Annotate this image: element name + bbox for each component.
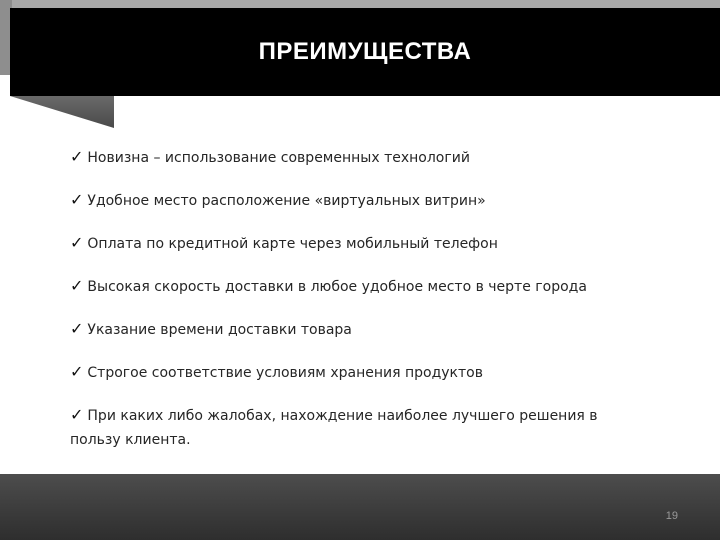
checkmark-icon: ✓ <box>70 276 84 295</box>
page-number: 19 <box>665 510 678 522</box>
checkmark-icon: ✓ <box>70 319 84 338</box>
list-item <box>70 231 670 256</box>
list-item-text: При каких либо жалобах, нахождение наиболее лучшего решения в пользу клиента. <box>70 408 598 448</box>
list-item <box>70 403 615 452</box>
list-item-text: Новизна – использование современных технологий <box>87 150 470 166</box>
list-item <box>70 145 670 170</box>
list-item <box>70 360 670 385</box>
list-item <box>70 274 670 299</box>
list-item-text: Строгое соответствие условиям хранения продуктов <box>87 365 483 381</box>
footer-band <box>0 474 720 540</box>
checkmark-icon: ✓ <box>70 362 84 381</box>
list-item-text: Высокая скорость доставки в любое удобное место в черте города <box>87 279 587 295</box>
checkmark-icon: ✓ <box>70 190 84 209</box>
list-item-text: Удобное место расположение «виртуальных витрин» <box>87 193 486 209</box>
checkmark-icon: ✓ <box>70 147 84 166</box>
list-item-text: Оплата по кредитной карте через мобильный телефон <box>87 236 498 252</box>
checkmark-icon: ✓ <box>70 405 84 424</box>
checkmark-icon: ✓ <box>70 233 84 252</box>
list-item <box>70 317 670 342</box>
list-item <box>70 188 670 213</box>
banner-wedge-decoration <box>10 96 114 128</box>
list-item-text: Указание времени доставки товара <box>87 322 352 338</box>
slide-title: ПРЕИМУЩЕСТВА <box>258 38 472 65</box>
